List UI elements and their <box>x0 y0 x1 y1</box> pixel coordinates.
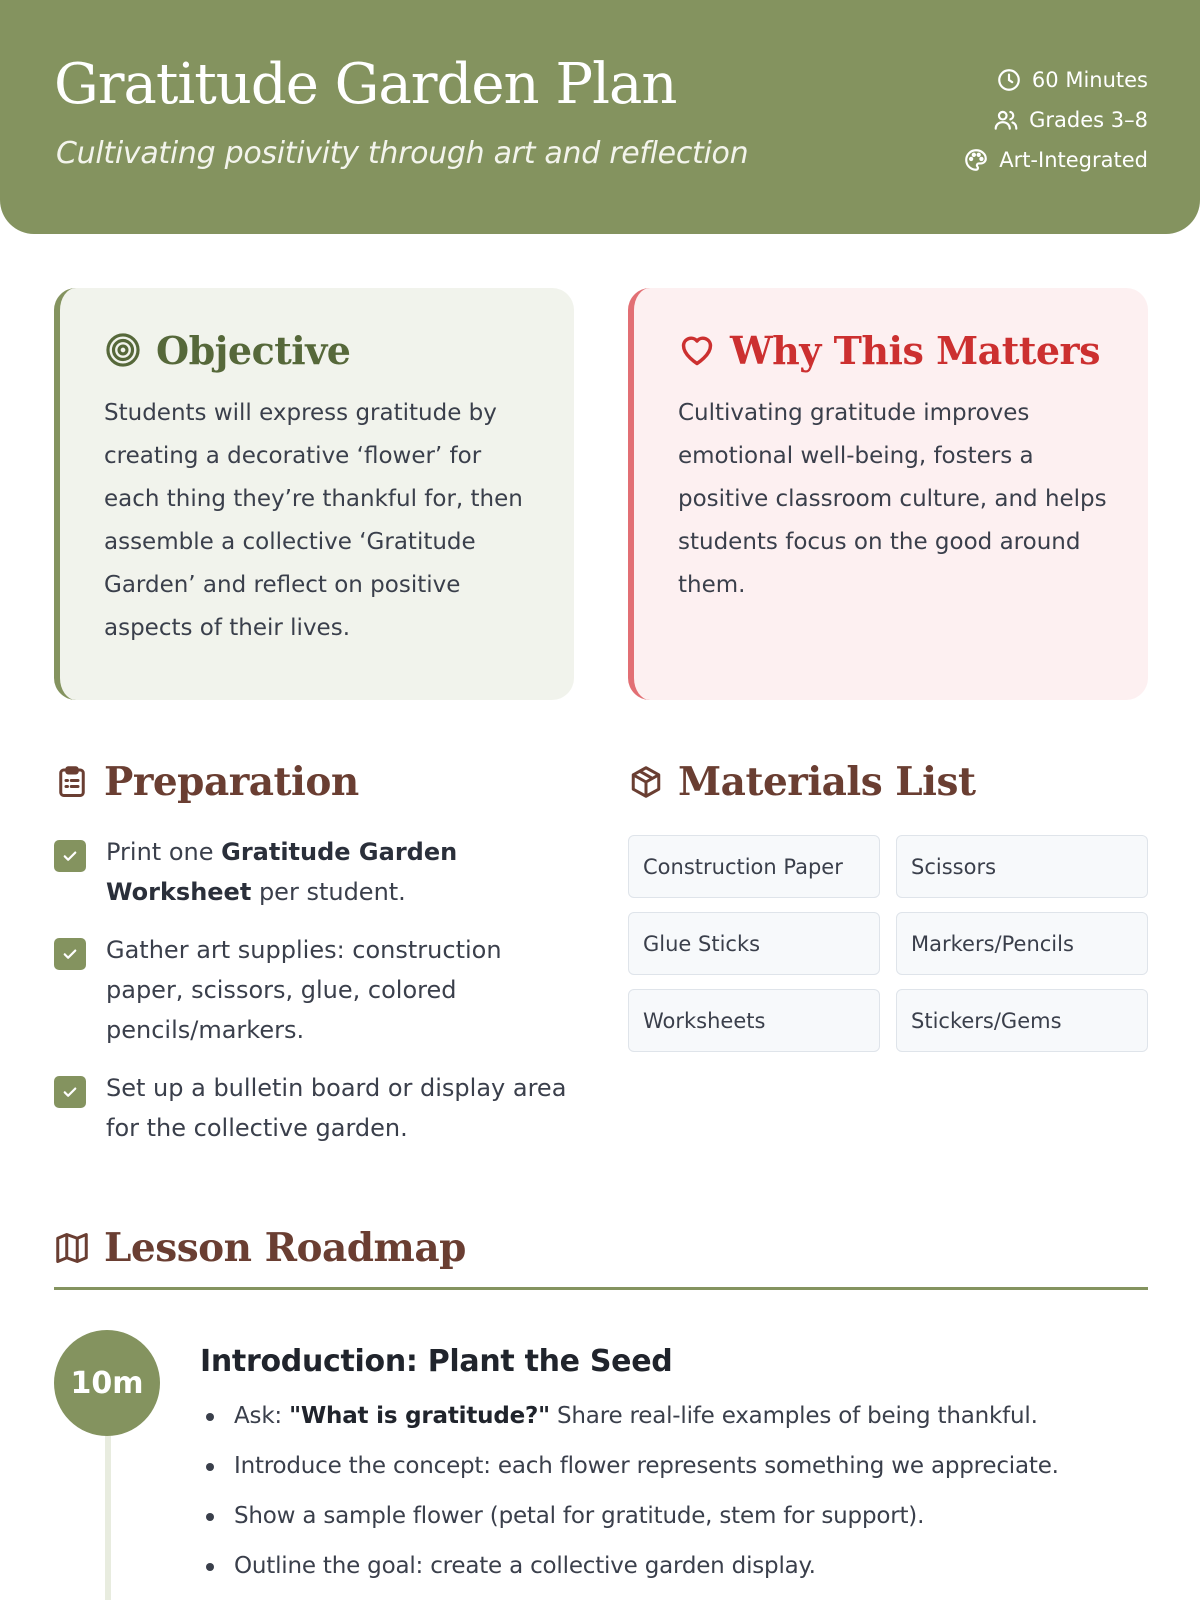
roadmap-header <box>54 1222 466 1274</box>
meta-grades <box>888 100 1148 140</box>
check-icon <box>54 840 86 872</box>
box-icon <box>628 764 664 800</box>
page-header <box>0 0 1200 234</box>
material-item: Construction Paper <box>628 835 880 898</box>
clipboard-icon <box>54 764 90 800</box>
meta-grades-text: Grades 3–8 <box>1029 108 1148 132</box>
why-text: Cultivating gratitude improves emotional well-being, fosters a positive classroom culture, and helps students focus on the good around them. <box>678 400 1107 598</box>
clock-icon <box>996 67 1022 93</box>
palette-icon <box>963 147 989 173</box>
materials-title: Materials List <box>678 759 976 805</box>
materials-header <box>628 756 975 808</box>
preparation-header <box>54 756 359 808</box>
meta-type <box>888 140 1148 180</box>
check-icon <box>54 938 86 970</box>
list-item <box>54 832 574 912</box>
list-item: Ask: "What is gratitude?" Share real-life examples of being thankful. <box>200 1391 1160 1441</box>
objective-title: Objective <box>156 327 351 373</box>
material-item: Stickers/Gems <box>896 989 1148 1052</box>
preparation-list <box>54 832 574 1166</box>
step-bullets <box>200 1391 1160 1591</box>
material-item: Worksheets <box>628 989 880 1052</box>
lesson-meta <box>888 60 1148 180</box>
timeline-line <box>105 1430 111 1600</box>
preparation-title: Preparation <box>104 759 359 805</box>
list-item: Introduce the concept: each flower represents something we appreciate. <box>200 1441 1160 1491</box>
section-divider <box>54 1287 1148 1290</box>
step-title: Introduction: Plant the Seed <box>200 1344 673 1379</box>
duration-badge: 10m <box>54 1330 160 1436</box>
materials-grid <box>628 835 1148 1052</box>
map-icon <box>54 1230 90 1266</box>
list-item <box>54 930 574 1050</box>
prep-text: Gather art supplies: construction paper, scissors, glue, colored pencils/markers. <box>106 936 502 1044</box>
check-icon <box>54 1076 86 1108</box>
why-title: Why This Matters <box>730 327 1100 373</box>
why-header <box>678 324 1108 376</box>
prep-text: Print one Gratitude Garden Worksheet per student. <box>106 838 458 906</box>
material-item: Scissors <box>896 835 1148 898</box>
list-item: Show a sample flower (petal for gratitude, stem for support). <box>200 1491 1160 1541</box>
page-subtitle: Cultivating positivity through art and reflection <box>56 136 749 171</box>
prep-text: Set up a bulletin board or display area for the collective garden. <box>106 1074 567 1142</box>
material-item: Markers/Pencils <box>896 912 1148 975</box>
meta-duration <box>888 60 1148 100</box>
target-icon <box>104 331 142 369</box>
meta-duration-text: 60 Minutes <box>1031 68 1148 92</box>
heart-icon <box>678 331 716 369</box>
users-icon <box>993 107 1019 133</box>
objective-card <box>54 288 574 700</box>
list-item: Outline the goal: create a collective garden display. <box>200 1541 1160 1591</box>
material-item: Glue Sticks <box>628 912 880 975</box>
roadmap-step <box>200 1344 1160 1591</box>
roadmap-title: Lesson Roadmap <box>104 1225 466 1271</box>
objective-header <box>104 324 534 376</box>
meta-type-text: Art-Integrated <box>999 148 1148 172</box>
why-card <box>628 288 1148 700</box>
page-title: Gratitude Garden Plan <box>54 52 677 117</box>
list-item <box>54 1068 574 1148</box>
objective-text: Students will express gratitude by creating a decorative ‘flower’ for each thing they’re thankful for, then assemble a collective ‘Gratitude Garden’ and reflect on positive aspects of their lives. <box>104 400 523 641</box>
